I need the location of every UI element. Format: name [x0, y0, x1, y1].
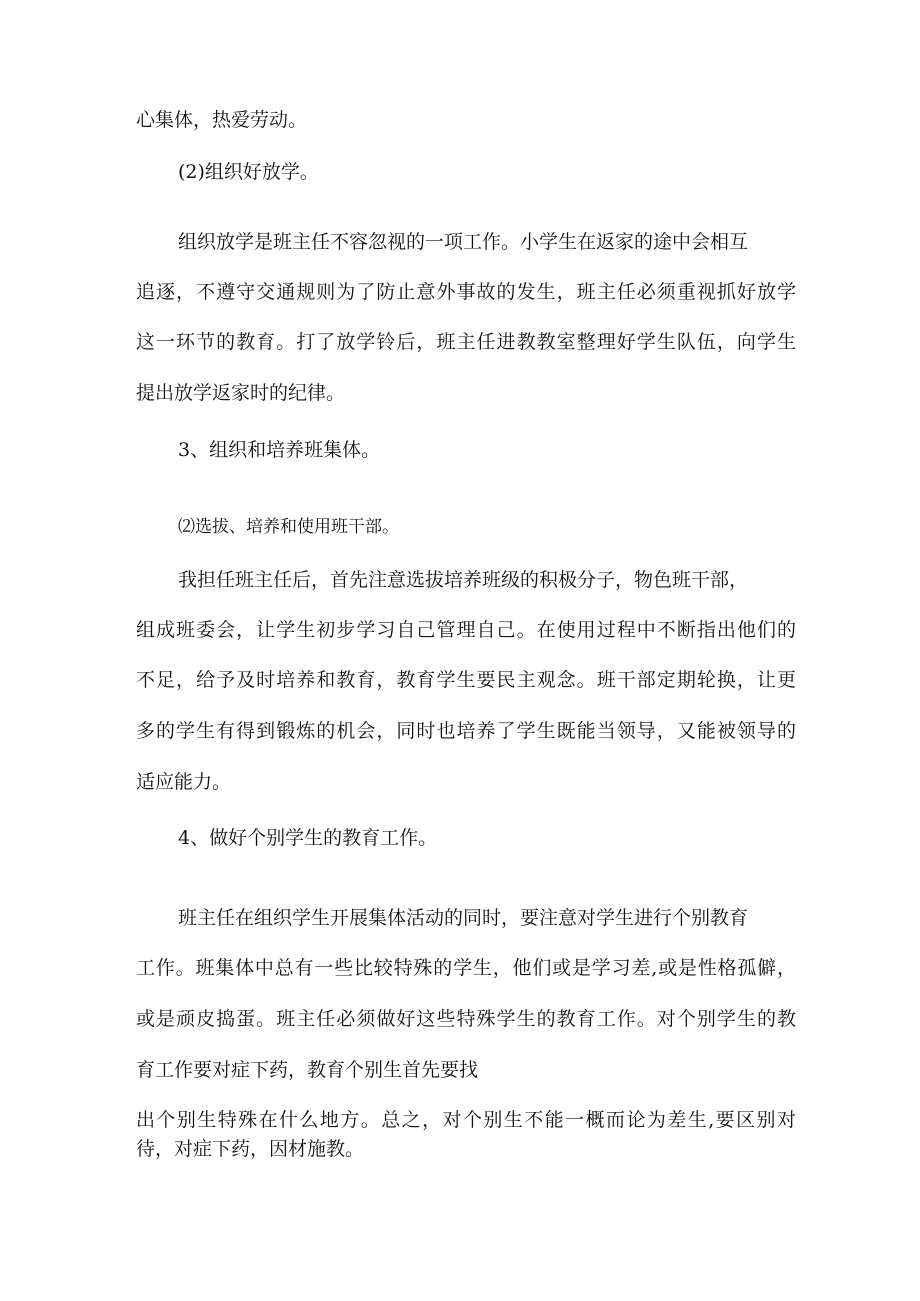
paragraph-line: 工作。班集体中总有一些比较特殊的学生，他们或是学习差,或是性格孤僻， [136, 957, 796, 979]
paragraph-line: 班主任在组织学生开展集体活动的同时，要注意对学生进行个别教育 [178, 907, 749, 929]
paragraph-line: 这一环节的教育。打了放学铃后，班主任进教教室整理好学生队伍，向学生 [136, 331, 796, 353]
paragraph-line: 不足，给予及时培养和教育，教育学生要民主观念。班干部定期轮换，让更 [136, 669, 796, 691]
paragraph-line: 育工作要对症下药，教育个别生首先要找 [136, 1059, 479, 1081]
paragraph-line: 组织放学是班主任不容忽视的一项工作。小学生在返家的途中会相互 [178, 231, 749, 253]
paragraph-line: 待，对症下药，因材施教。 [136, 1138, 365, 1160]
paragraph-line: 提出放学返家时的纪律。 [136, 382, 346, 404]
paragraph-line: 组成班委会，让学生初步学习自己管理自己。在使用过程中不断指出他们的 [136, 619, 796, 641]
paragraph-line: 心集体，热爱劳动。 [136, 109, 308, 131]
section-heading-4: 4、做好个别学生的教育工作。 [178, 827, 438, 849]
paragraph-line: 多的学生有得到锻炼的机会，同时也培养了学生既能当领导，又能被领导的 [136, 720, 796, 742]
subheading-class-cadres: ⑵选拔、培养和使用班干部。 [178, 517, 399, 537]
section-heading-3: 3、组织和培养班集体。 [178, 439, 381, 461]
subheading-organize-dismissal: (2)组织好放学。 [178, 161, 319, 183]
paragraph-line: 追逐，不遵守交通规则为了防止意外事故的发生，班主任必须重视抓好放学 [136, 281, 796, 303]
paragraph-line: 或是顽皮捣蛋。班主任必须做好这些特殊学生的教育工作。对个别学生的教 [136, 1008, 796, 1030]
paragraph-line: 出个别生特殊在什么地方。总之，对个别生不能一概而论为差生,要区别对 [136, 1109, 796, 1131]
paragraph-line: 适应能力。 [136, 771, 232, 793]
paragraph-line: 我担任班主任后，首先注意选拔培养班级的积极分子，物色班干部， [178, 569, 749, 591]
